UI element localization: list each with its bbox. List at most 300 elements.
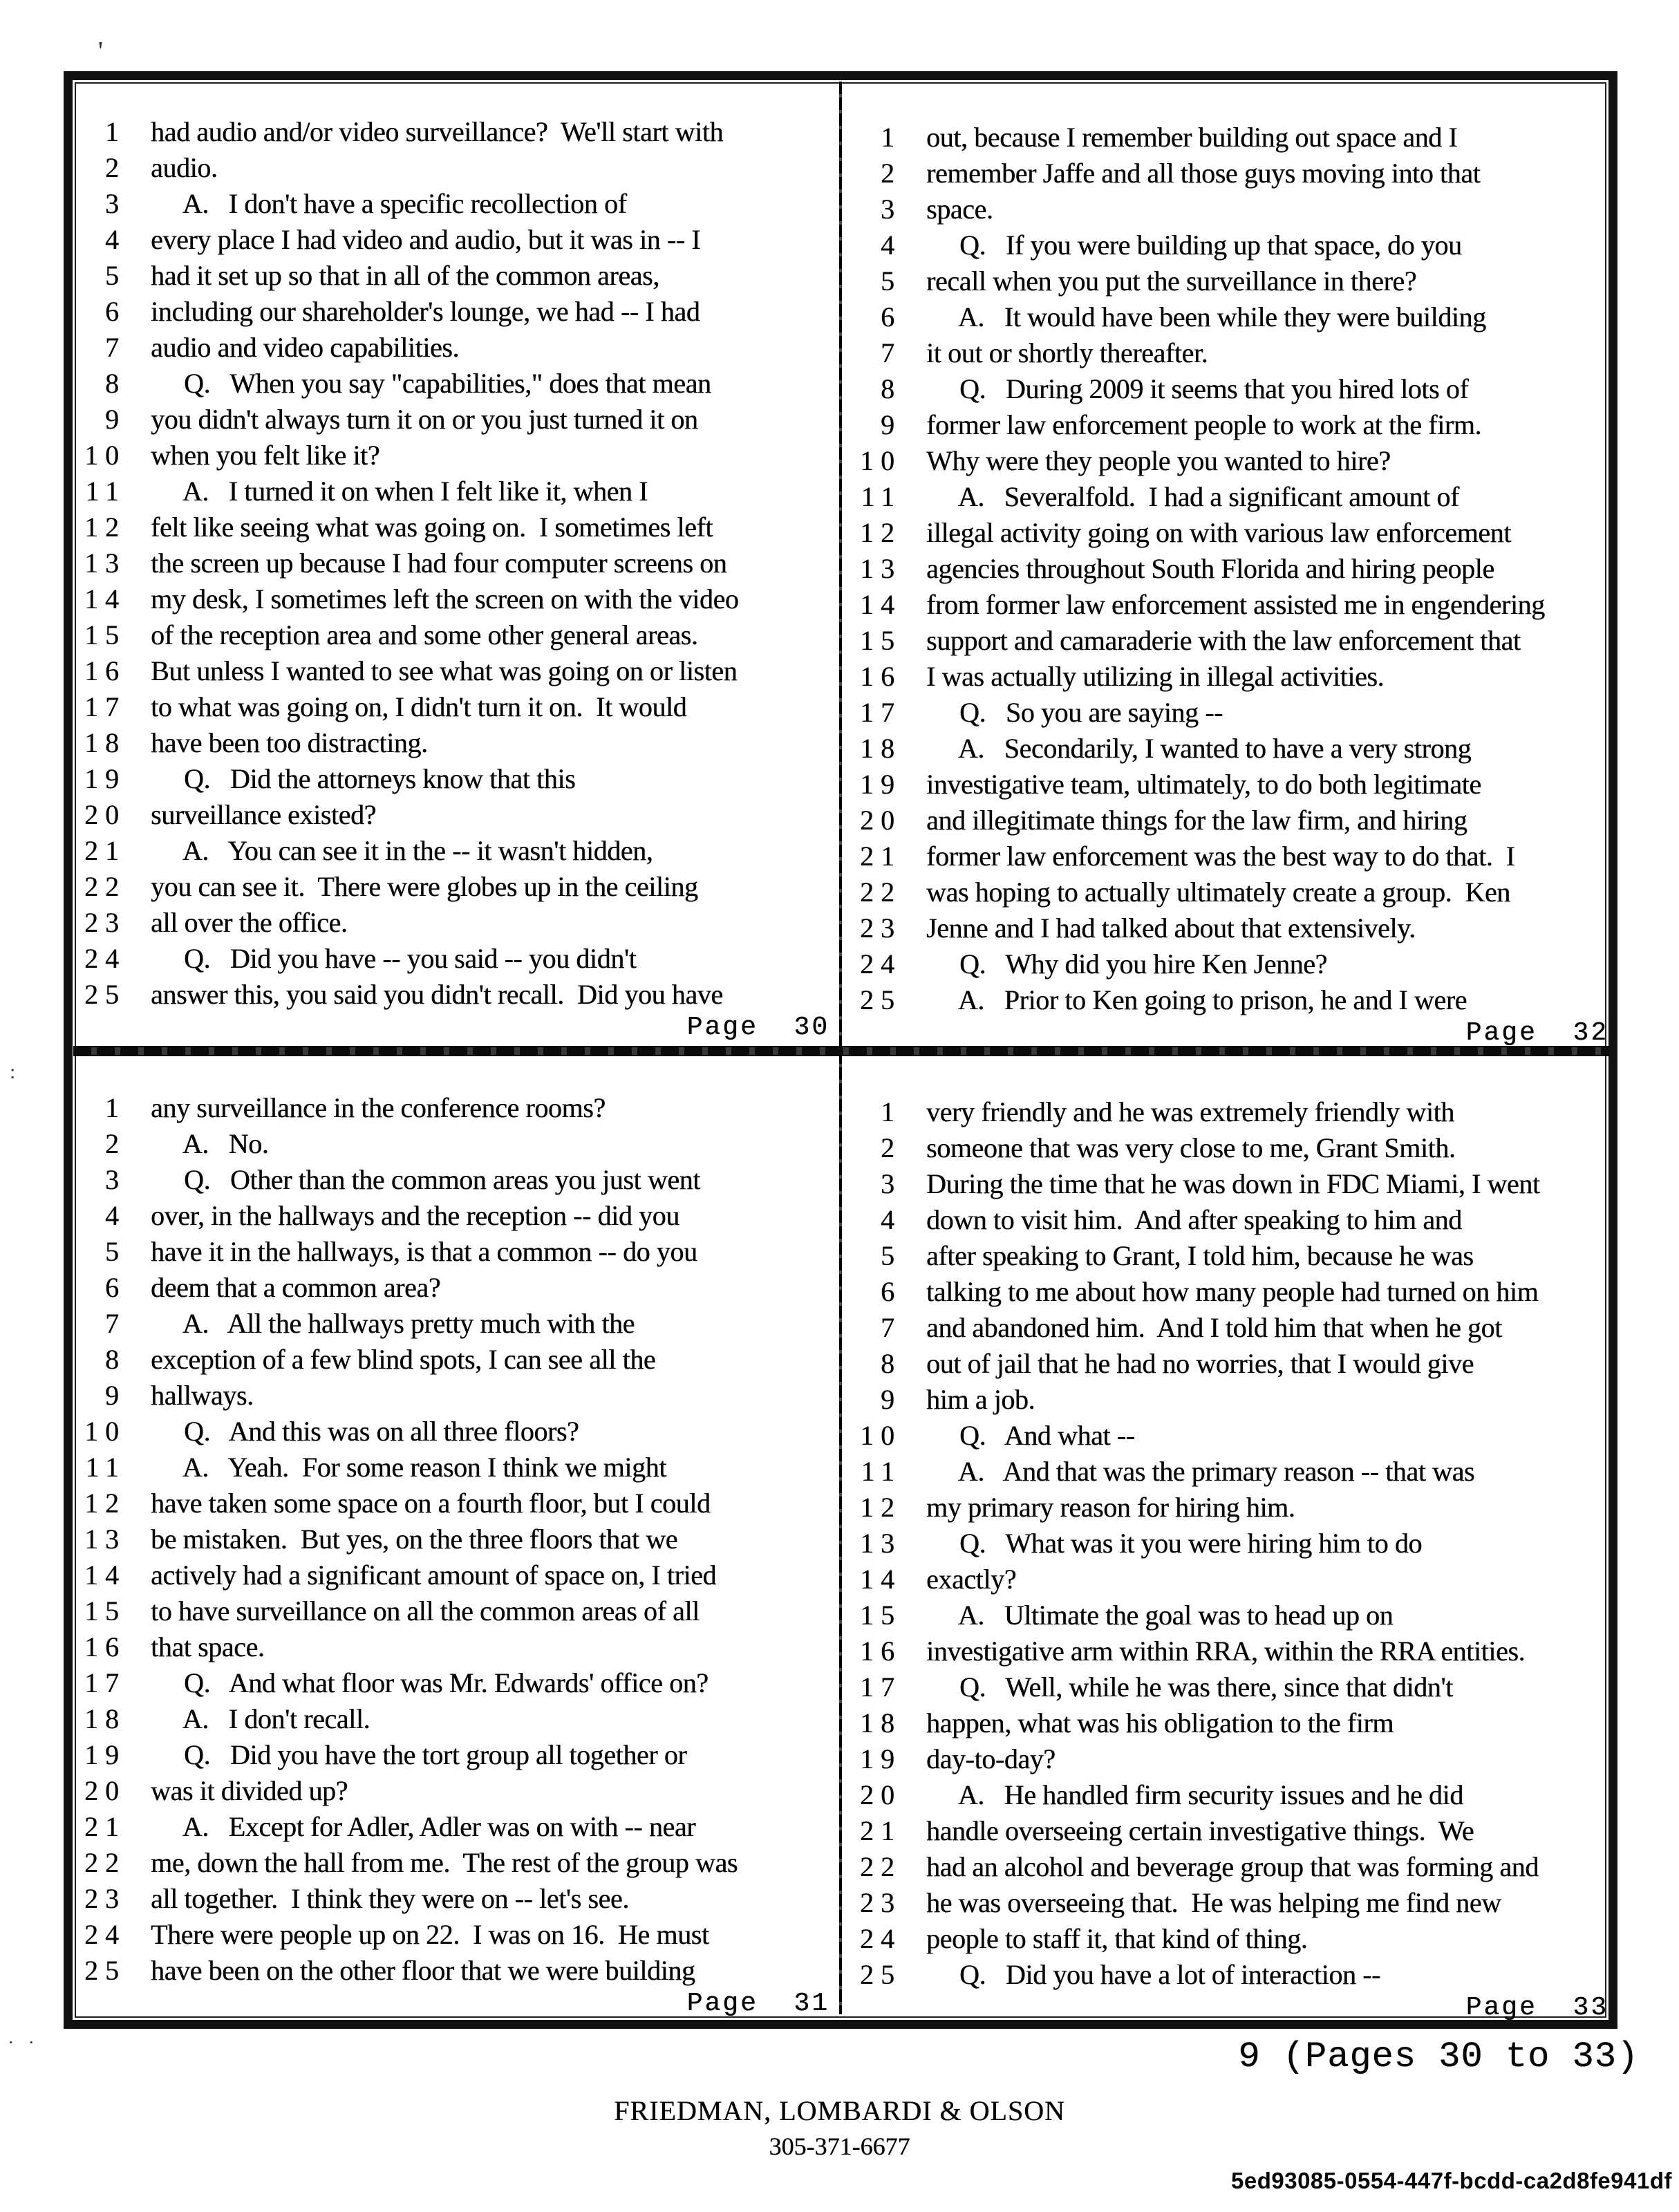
line-number: 3	[881, 194, 901, 225]
transcript-line	[852, 767, 1608, 803]
line-number: 15	[860, 625, 901, 656]
transcript-line	[76, 1881, 829, 1917]
line-text: have been too distracting.	[151, 727, 428, 758]
line-text: A. I turned it on when I felt like it, when I	[151, 476, 648, 507]
transcript-line	[76, 509, 829, 545]
line-text: Q. Did you have the tort group all together or	[151, 1739, 687, 1770]
transcript-line	[76, 438, 829, 474]
line-number: 23	[84, 907, 126, 938]
line-text: down to visit him. And after speaking to him and	[926, 1204, 1462, 1235]
transcript-line	[76, 617, 829, 653]
transcript-line	[852, 803, 1608, 838]
transcript-line	[852, 1238, 1608, 1274]
line-text: A. And that was the primary reason -- that was	[926, 1456, 1475, 1487]
line-text: you can see it. There were globes up in the ceiling	[151, 871, 698, 902]
transcript-line	[76, 1198, 829, 1234]
transcript-line	[852, 1526, 1608, 1562]
line-text: remember Jaffe and all those guys moving into that	[926, 158, 1481, 189]
line-number: 20	[84, 1775, 126, 1806]
line-text: have taken some space on a fourth floor, but I could	[151, 1488, 711, 1519]
line-text: A. You can see it in the -- it wasn't hidden,	[151, 835, 653, 866]
line-text: Q. Other than the common areas you just went	[151, 1164, 700, 1195]
line-number: 13	[860, 553, 901, 584]
line-number: 19	[84, 1739, 126, 1770]
line-number: 9	[105, 404, 126, 435]
transcript-line	[76, 114, 829, 150]
line-number: 17	[84, 691, 126, 722]
transcript-line	[76, 797, 829, 833]
line-number: 7	[881, 337, 901, 368]
line-number: 6	[105, 1272, 126, 1303]
transcript-line	[852, 587, 1608, 623]
line-text: A. All the hallways pretty much with the	[151, 1308, 635, 1339]
line-text: Q. Well, while he was there, since that didn't	[926, 1671, 1453, 1703]
line-text: Q. Why did you hire Ken Jenne?	[926, 948, 1327, 980]
transcript-line	[76, 1953, 829, 1989]
transcript-line	[76, 1809, 829, 1845]
line-text: actively had a significant amount of space on, I tried	[151, 1559, 717, 1591]
line-text: former law enforcement was the best way to do that. I	[926, 841, 1515, 872]
line-text: During the time that he was down in FDC Miami, I went	[926, 1168, 1540, 1199]
transcript-line	[852, 1310, 1608, 1346]
transcript-line	[852, 1957, 1608, 1993]
line-number: 7	[105, 332, 126, 363]
line-number: 16	[84, 655, 126, 686]
transcript-line	[76, 1162, 829, 1198]
line-text: have been on the other floor that we were building	[151, 1955, 695, 1986]
line-number: 19	[860, 769, 901, 800]
line-number: 24	[860, 1923, 901, 1954]
line-text: it out or shortly thereafter.	[926, 337, 1208, 368]
line-number: 10	[860, 1420, 901, 1451]
transcript-line	[852, 1490, 1608, 1526]
line-text: exactly?	[926, 1564, 1017, 1595]
line-text: Q. When you say "capabilities," does that mean	[151, 368, 711, 399]
line-text: was hoping to actually ultimately create a group. Ken	[926, 877, 1510, 908]
transcript-line	[76, 222, 829, 258]
line-text: audio.	[151, 152, 218, 183]
line-number: 4	[881, 1204, 901, 1235]
transcript-line	[76, 366, 829, 402]
line-text: to what was going on, I didn't turn it on. It would	[151, 691, 687, 722]
page-number-label: Page 32	[1465, 1018, 1608, 1048]
transcript-line	[76, 1629, 829, 1665]
quadrant-page-31	[76, 1090, 829, 2018]
sheet-page-indicator: 9 (Pages 30 to 33)	[1238, 2036, 1639, 2077]
transcript-line	[76, 258, 829, 294]
transcript-line	[76, 1378, 829, 1414]
line-number: 12	[84, 1488, 126, 1519]
line-number: 21	[84, 835, 126, 866]
line-number: 9	[881, 1384, 901, 1415]
line-text: Q. During 2009 it seems that you hired lots of	[926, 373, 1469, 404]
line-number: 19	[860, 1743, 901, 1774]
line-number: 22	[84, 1847, 126, 1878]
line-number: 24	[84, 943, 126, 974]
line-number: 5	[105, 1236, 126, 1267]
court-reporter-firm: FRIEDMAN, LOMBARDI & OLSON	[614, 2095, 1065, 2126]
transcript-line	[76, 330, 829, 366]
line-number: 24	[860, 948, 901, 980]
document-id: 5ed93085-0554-447f-bcdd-ca2d8fe941df	[1231, 2168, 1672, 2193]
line-text: answer this, you said you didn't recall. Did you have	[151, 979, 723, 1010]
transcript-line	[852, 263, 1608, 299]
line-text: exception of a few blind spots, I can see all the	[151, 1344, 656, 1375]
transcript-line	[852, 1166, 1608, 1202]
page-number-label: Page 31	[686, 1989, 829, 2018]
transcript-line	[76, 1917, 829, 1953]
line-text: I was actually utilizing in illegal activities.	[926, 661, 1385, 692]
line-text: Q. Did you have -- you said -- you didn't	[151, 943, 637, 974]
line-number: 23	[860, 912, 901, 944]
transcript-line	[76, 1270, 829, 1306]
line-text: Why were they people you wanted to hire?	[926, 445, 1391, 476]
line-text: out, because I remember building out space and I	[926, 122, 1458, 153]
line-text: he was overseeing that. He was helping me find new	[926, 1887, 1501, 1918]
line-number: 20	[860, 1779, 901, 1810]
transcript-line	[76, 402, 829, 438]
scan-speck-bottom: ..	[8, 2025, 49, 2048]
transcript-line	[76, 1414, 829, 1450]
line-text: have it in the hallways, is that a common -- do you	[151, 1236, 697, 1267]
line-number: 9	[881, 409, 901, 440]
line-text: me, down the hall from me. The rest of the group was	[151, 1847, 738, 1878]
line-number: 13	[84, 547, 126, 579]
line-number: 12	[84, 512, 126, 543]
transcript-line	[852, 946, 1608, 982]
transcript-line	[76, 294, 829, 330]
line-number: 10	[860, 445, 901, 476]
transcript-line	[76, 1342, 829, 1378]
line-number: 5	[881, 265, 901, 297]
line-text: Q. And what floor was Mr. Edwards' office on?	[151, 1667, 709, 1698]
line-number: 2	[881, 1132, 901, 1163]
transcript-line	[76, 1665, 829, 1701]
line-text: you didn't always turn it on or you just turned it on	[151, 404, 698, 435]
middle-divider-line	[73, 1046, 1609, 1056]
line-number: 21	[860, 841, 901, 872]
line-number: 13	[860, 1528, 901, 1559]
transcript-line	[76, 1485, 829, 1521]
transcript-line	[852, 659, 1608, 695]
transcript-line	[852, 1597, 1608, 1633]
line-text: audio and video capabilities.	[151, 332, 460, 363]
line-number: 22	[860, 877, 901, 908]
transcript-line	[852, 1130, 1608, 1166]
line-text: from former law enforcement assisted me in engendering	[926, 589, 1545, 620]
line-number: 20	[84, 799, 126, 830]
line-number: 21	[84, 1811, 126, 1842]
quadrant-page-32	[852, 120, 1608, 1047]
line-number: 4	[105, 1200, 126, 1231]
page-number-label: Page 30	[686, 1013, 829, 1042]
line-number: 25	[84, 979, 126, 1010]
line-text: A. Secondarily, I wanted to have a very strong	[926, 733, 1472, 764]
line-text: There were people up on 22. I was on 16. He must	[151, 1919, 709, 1950]
line-text: recall when you put the surveillance in there?	[926, 265, 1417, 297]
line-number: 14	[84, 583, 126, 615]
line-number: 15	[860, 1600, 901, 1631]
transcript-line	[852, 407, 1608, 443]
transcript-line	[852, 1202, 1608, 1238]
line-text: A. No.	[151, 1128, 269, 1159]
line-text: my desk, I sometimes left the screen on with the video	[151, 583, 739, 615]
transcript-line	[852, 479, 1608, 515]
line-number: 5	[881, 1240, 901, 1271]
scan-speck-left: :	[10, 1060, 16, 1083]
line-number: 9	[105, 1380, 126, 1411]
transcript-line	[76, 1090, 829, 1126]
transcript-line	[852, 1094, 1608, 1130]
line-number: 16	[84, 1631, 126, 1662]
line-text: and illegitimate things for the law firm, and hiring	[926, 805, 1467, 836]
line-text: him a job.	[926, 1384, 1035, 1415]
line-number: 4	[105, 224, 126, 255]
line-text: Q. So you are saying --	[926, 697, 1223, 728]
transcript-line	[852, 731, 1608, 767]
transcript-line	[76, 474, 829, 509]
transcript-line	[76, 761, 829, 797]
transcript-line	[76, 545, 829, 581]
transcript-line	[76, 1845, 829, 1881]
transcript-line	[852, 191, 1608, 227]
transcript-line	[852, 227, 1608, 263]
line-number: 12	[860, 517, 901, 548]
transcript-line	[852, 515, 1608, 551]
line-number: 1	[881, 1096, 901, 1127]
line-number: 18	[860, 1707, 901, 1738]
transcript-line	[76, 1557, 829, 1593]
line-text: all over the office.	[151, 907, 348, 938]
line-text: illegal activity going on with various law enforcement	[926, 517, 1511, 548]
line-number: 13	[84, 1524, 126, 1555]
line-text: when you felt like it?	[151, 440, 380, 471]
line-text: of the reception area and some other general areas.	[151, 619, 698, 650]
line-number: 1	[105, 1092, 126, 1123]
transcript-line	[852, 1741, 1608, 1777]
transcript-line	[76, 1593, 829, 1629]
line-number: 6	[881, 301, 901, 332]
transcript-line	[76, 581, 829, 617]
transcript-line	[76, 186, 829, 222]
transcript-line	[76, 1306, 829, 1342]
transcript-line	[76, 1701, 829, 1737]
line-number: 8	[105, 1344, 126, 1375]
line-number: 3	[105, 1164, 126, 1195]
line-number: 22	[860, 1851, 901, 1882]
line-text: over, in the hallways and the reception -- did you	[151, 1200, 679, 1231]
line-number: 14	[84, 1559, 126, 1591]
line-number: 6	[105, 296, 126, 327]
line-text: Q. And what --	[926, 1420, 1135, 1451]
line-text: the screen up because I had four computer screens on	[151, 547, 727, 579]
line-number: 25	[84, 1955, 126, 1986]
transcript-lines	[852, 1094, 1608, 1993]
transcript-line	[76, 905, 829, 941]
line-number: 10	[84, 1416, 126, 1447]
line-number: 17	[84, 1667, 126, 1698]
quadrant-page-30	[76, 114, 829, 1042]
line-number: 8	[881, 1348, 901, 1379]
line-text: A. Severalfold. I had a significant amount of	[926, 481, 1459, 512]
line-text: Jenne and I had talked about that extensively.	[926, 912, 1416, 944]
line-number: 25	[860, 1959, 901, 1990]
line-text: to have surveillance on all the common areas of all	[151, 1595, 700, 1627]
line-number: 18	[84, 1703, 126, 1734]
line-number: 20	[860, 805, 901, 836]
line-text: Q. If you were building up that space, do you	[926, 229, 1462, 261]
transcript-line	[852, 1777, 1608, 1813]
line-text: A. Except for Adler, Adler was on with -- near	[151, 1811, 696, 1842]
line-text: Q. And this was on all three floors?	[151, 1416, 579, 1447]
transcript-line	[852, 335, 1608, 371]
line-text: every place I had video and audio, but it was in -- I	[151, 224, 701, 255]
transcript-line	[852, 695, 1608, 731]
line-number: 15	[84, 1595, 126, 1627]
line-number: 11	[85, 476, 126, 507]
line-number: 1	[881, 122, 901, 153]
transcript-line	[852, 1669, 1608, 1705]
transcript-line	[76, 150, 829, 186]
line-number: 19	[84, 763, 126, 794]
line-number: 4	[881, 229, 901, 261]
transcript-line	[852, 1885, 1608, 1921]
line-number: 8	[105, 368, 126, 399]
line-text: and abandoned him. And I told him that when he got	[926, 1312, 1502, 1343]
line-text: Q. What was it you were hiring him to do	[926, 1528, 1423, 1559]
transcript-line	[852, 371, 1608, 407]
scan-speck-top: '	[98, 37, 103, 66]
line-number: 7	[105, 1308, 126, 1339]
line-number: 7	[881, 1312, 901, 1343]
transcript-lines	[76, 114, 829, 1013]
line-text: had it set up so that in all of the common areas,	[151, 260, 659, 291]
line-text: that space.	[151, 1631, 265, 1662]
line-text: was it divided up?	[151, 1775, 348, 1806]
line-text: investigative team, ultimately, to do both legitimate	[926, 769, 1481, 800]
transcript-line	[852, 1454, 1608, 1490]
line-text: space.	[926, 194, 993, 225]
line-number: 18	[860, 733, 901, 764]
line-number: 23	[84, 1883, 126, 1914]
line-number: 17	[860, 697, 901, 728]
transcript-line	[852, 1346, 1608, 1382]
line-number: 3	[105, 188, 126, 219]
line-number: 8	[881, 373, 901, 404]
transcript-line	[76, 1126, 829, 1162]
transcript-line	[76, 653, 829, 689]
line-number: 14	[860, 1564, 901, 1595]
line-number: 10	[84, 440, 126, 471]
transcript-line	[852, 120, 1608, 156]
line-number: 3	[881, 1168, 901, 1199]
transcript-line	[76, 1521, 829, 1557]
transcript-line	[76, 1450, 829, 1485]
transcript-line	[76, 941, 829, 977]
line-number: 18	[84, 727, 126, 758]
court-reporter-phone: 305-371-6677	[769, 2133, 910, 2160]
line-text: investigative arm within RRA, within the RRA entities.	[926, 1635, 1526, 1667]
transcript-line	[76, 869, 829, 905]
line-number: 14	[860, 589, 901, 620]
transcript-line	[852, 1813, 1608, 1849]
line-text: felt like seeing what was going on. I sometimes left	[151, 512, 713, 543]
line-text: my primary reason for hiring him.	[926, 1492, 1295, 1523]
line-number: 16	[860, 661, 901, 692]
line-text: A. It would have been while they were building	[926, 301, 1486, 332]
line-text: handle overseeing certain investigative things. We	[926, 1815, 1474, 1846]
transcript-line	[852, 156, 1608, 191]
transcript-line	[852, 1418, 1608, 1454]
line-number: 11	[861, 481, 901, 512]
transcript-line	[76, 1773, 829, 1809]
line-text: A. I don't recall.	[151, 1703, 370, 1734]
transcript-line	[852, 299, 1608, 335]
transcript-line	[76, 1234, 829, 1270]
line-text: all together. I think they were on -- let's see.	[151, 1883, 629, 1914]
line-text: people to staff it, that kind of thing.	[926, 1923, 1308, 1954]
line-text: A. Ultimate the goal was to head up on	[926, 1600, 1394, 1631]
line-text: talking to me about how many people had turned on him	[926, 1276, 1539, 1307]
page-number-label: Page 33	[1465, 1993, 1608, 2023]
line-number: 2	[881, 158, 901, 189]
transcript-line	[76, 977, 829, 1013]
line-text: had an alcohol and beverage group that was forming and	[926, 1851, 1539, 1882]
line-number: 1	[105, 116, 126, 147]
line-text: happen, what was his obligation to the firm	[926, 1707, 1394, 1738]
line-text: any surveillance in the conference rooms?	[151, 1092, 606, 1123]
line-number: 17	[860, 1671, 901, 1703]
line-number: 12	[860, 1492, 901, 1523]
transcript-lines	[76, 1090, 829, 1989]
line-number: 11	[85, 1452, 126, 1483]
transcript-line	[852, 551, 1608, 587]
line-text: surveillance existed?	[151, 799, 376, 830]
line-text: after speaking to Grant, I told him, because he was	[926, 1240, 1474, 1271]
line-number: 21	[860, 1815, 901, 1846]
transcript-line	[852, 1274, 1608, 1310]
line-number: 2	[105, 152, 126, 183]
line-text: including our shareholder's lounge, we had -- I had	[151, 296, 700, 327]
line-text: Q. Did the attorneys know that this	[151, 763, 576, 794]
line-number: 6	[881, 1276, 901, 1307]
line-text: hallways.	[151, 1380, 254, 1411]
quadrant-page-33	[852, 1094, 1608, 2022]
line-text: A. Prior to Ken going to prison, he and I were	[926, 984, 1467, 1015]
transcript-line	[852, 1921, 1608, 1957]
line-number: 24	[84, 1919, 126, 1950]
transcript-lines	[852, 120, 1608, 1018]
line-text: day-to-day?	[926, 1743, 1056, 1774]
transcript-line	[852, 874, 1608, 910]
transcript-line	[852, 443, 1608, 479]
transcript-line	[76, 725, 829, 761]
line-number: 11	[861, 1456, 901, 1487]
line-number: 2	[105, 1128, 126, 1159]
line-text: former law enforcement people to work at the firm.	[926, 409, 1482, 440]
transcript-line	[852, 1562, 1608, 1597]
transcript-line	[76, 833, 829, 869]
line-number: 22	[84, 871, 126, 902]
line-number: 23	[860, 1887, 901, 1918]
line-text: had audio and/or video surveillance? We'll start with	[151, 116, 724, 147]
line-text: Q. Did you have a lot of interaction --	[926, 1959, 1380, 1990]
line-text: very friendly and he was extremely friendly with	[926, 1096, 1454, 1127]
line-text: deem that a common area?	[151, 1272, 441, 1303]
line-text: someone that was very close to me, Grant Smith.	[926, 1132, 1456, 1163]
line-text: A. Yeah. For some reason I think we might	[151, 1452, 666, 1483]
transcript-line	[852, 623, 1608, 659]
